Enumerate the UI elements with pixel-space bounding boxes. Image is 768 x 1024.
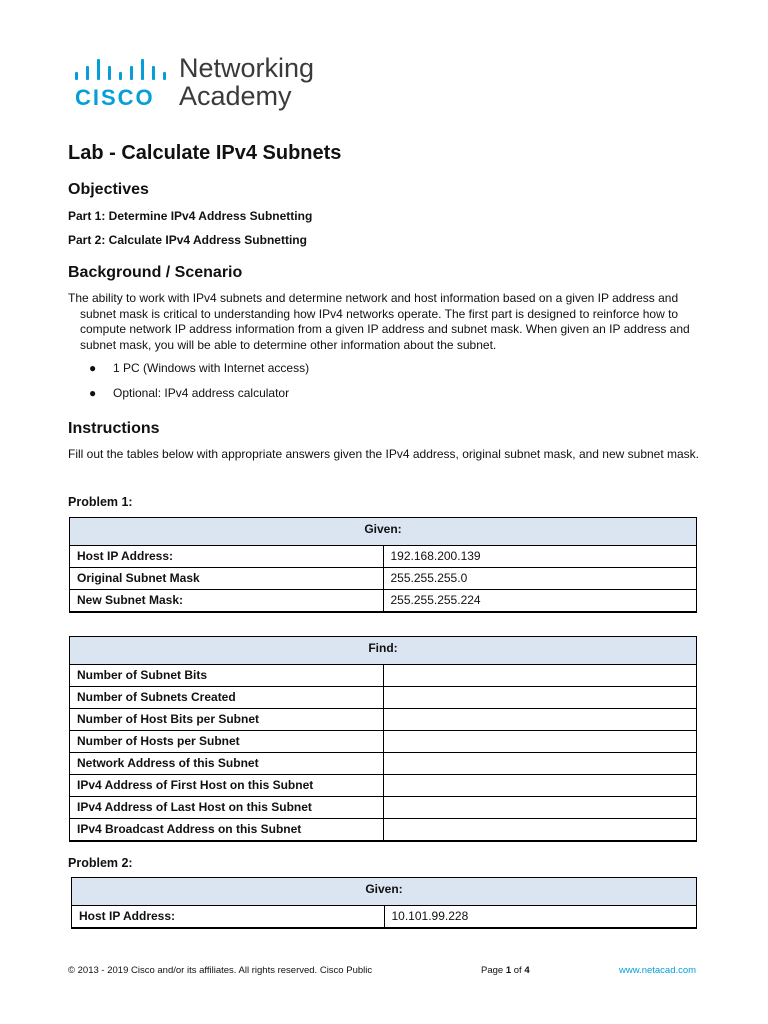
answer-cell[interactable] bbox=[383, 753, 697, 775]
answer-cell[interactable] bbox=[383, 797, 697, 819]
table-row bbox=[72, 906, 697, 929]
cisco-wordmark: CISCO bbox=[75, 85, 155, 110]
problem-2-heading: Problem 2: bbox=[68, 856, 133, 870]
bullet-icon: ● bbox=[89, 361, 97, 375]
answer-cell[interactable] bbox=[383, 775, 697, 797]
objectives-heading: Objectives bbox=[68, 181, 149, 198]
row-label: Original Subnet Mask bbox=[70, 568, 384, 590]
answer-cell[interactable] bbox=[383, 665, 697, 687]
problem-2-given-table bbox=[71, 877, 697, 929]
footer-page-number: Page 1 of 4 bbox=[481, 965, 530, 976]
problem-1-find-table bbox=[69, 636, 697, 842]
row-label: IPv4 Address of Last Host on this Subnet bbox=[70, 797, 384, 819]
footer-copyright: © 2013 - 2019 Cisco and/or its affiliates. All rights reserved. Cisco Public bbox=[68, 965, 373, 976]
footer-website-link[interactable]: www.netacad.com bbox=[619, 965, 697, 976]
table-row bbox=[70, 568, 697, 590]
row-label: Host IP Address: bbox=[70, 546, 384, 568]
problem-1-heading: Problem 1: bbox=[68, 495, 133, 509]
row-value: 255.255.255.224 bbox=[383, 590, 697, 613]
row-label: IPv4 Address of First Host on this Subnet bbox=[70, 775, 384, 797]
table-header: Given: bbox=[72, 878, 697, 906]
row-label: Number of Subnet Bits bbox=[70, 665, 384, 687]
bullet-icon: ● bbox=[89, 386, 97, 400]
row-value: 255.255.255.0 bbox=[383, 568, 697, 590]
answer-cell[interactable] bbox=[383, 687, 697, 709]
table-row bbox=[70, 731, 697, 753]
table-row bbox=[70, 819, 697, 842]
background-heading: Background / Scenario bbox=[68, 264, 243, 281]
row-label: New Subnet Mask: bbox=[70, 590, 384, 613]
cisco-bridge-icon bbox=[73, 56, 173, 80]
row-label: Host IP Address: bbox=[72, 906, 385, 929]
logo-line-networking: Networking bbox=[179, 53, 315, 83]
table-row bbox=[70, 709, 697, 731]
row-label: Number of Hosts per Subnet bbox=[70, 731, 384, 753]
row-label: Number of Host Bits per Subnet bbox=[70, 709, 384, 731]
table-row bbox=[70, 775, 697, 797]
table-header: Given: bbox=[70, 518, 697, 546]
logo-line-academy: Academy bbox=[179, 81, 292, 111]
row-value: 192.168.200.139 bbox=[383, 546, 697, 568]
objective-part-1: Part 1: Determine IPv4 Address Subnetting bbox=[68, 209, 313, 223]
table-row bbox=[70, 687, 697, 709]
row-label: IPv4 Broadcast Address on this Subnet bbox=[70, 819, 384, 842]
instructions-paragraph: Fill out the tables below with appropriate answers given the IPv4 address, original subnet mask, and new subnet mask. bbox=[68, 447, 700, 461]
table-header: Find: bbox=[70, 637, 697, 665]
row-label: Number of Subnets Created bbox=[70, 687, 384, 709]
problem-1-given-table bbox=[69, 517, 697, 613]
table-row bbox=[70, 753, 697, 775]
table-row bbox=[70, 546, 697, 568]
resource-item: ● 1 PC (Windows with Internet access) bbox=[89, 361, 310, 375]
answer-cell[interactable] bbox=[383, 709, 697, 731]
page-title: Lab - Calculate IPv4 Subnets bbox=[68, 142, 342, 164]
answer-cell[interactable] bbox=[383, 819, 697, 842]
objective-part-2: Part 2: Calculate IPv4 Address Subnetting bbox=[68, 233, 307, 247]
resource-item: ● Optional: IPv4 address calculator bbox=[89, 386, 290, 400]
table-row bbox=[70, 797, 697, 819]
cisco-networking-academy-logo bbox=[73, 53, 323, 116]
answer-cell[interactable] bbox=[383, 731, 697, 753]
table-row bbox=[70, 665, 697, 687]
instructions-heading: Instructions bbox=[68, 420, 160, 437]
row-label: Network Address of this Subnet bbox=[70, 753, 384, 775]
row-value: 10.101.99.228 bbox=[384, 906, 697, 929]
table-row bbox=[70, 590, 697, 613]
background-paragraph: The ability to work with IPv4 subnets and determine network and host information based on a given IP address and subnet mask is critical to understanding how IPv4 networks operate. The first part is designed to reinforce how to compute network IP address information from a given IP address and subnet mask. When given an IP address and subnet mask, you will be able to determine other information about the subnet. bbox=[68, 291, 690, 352]
